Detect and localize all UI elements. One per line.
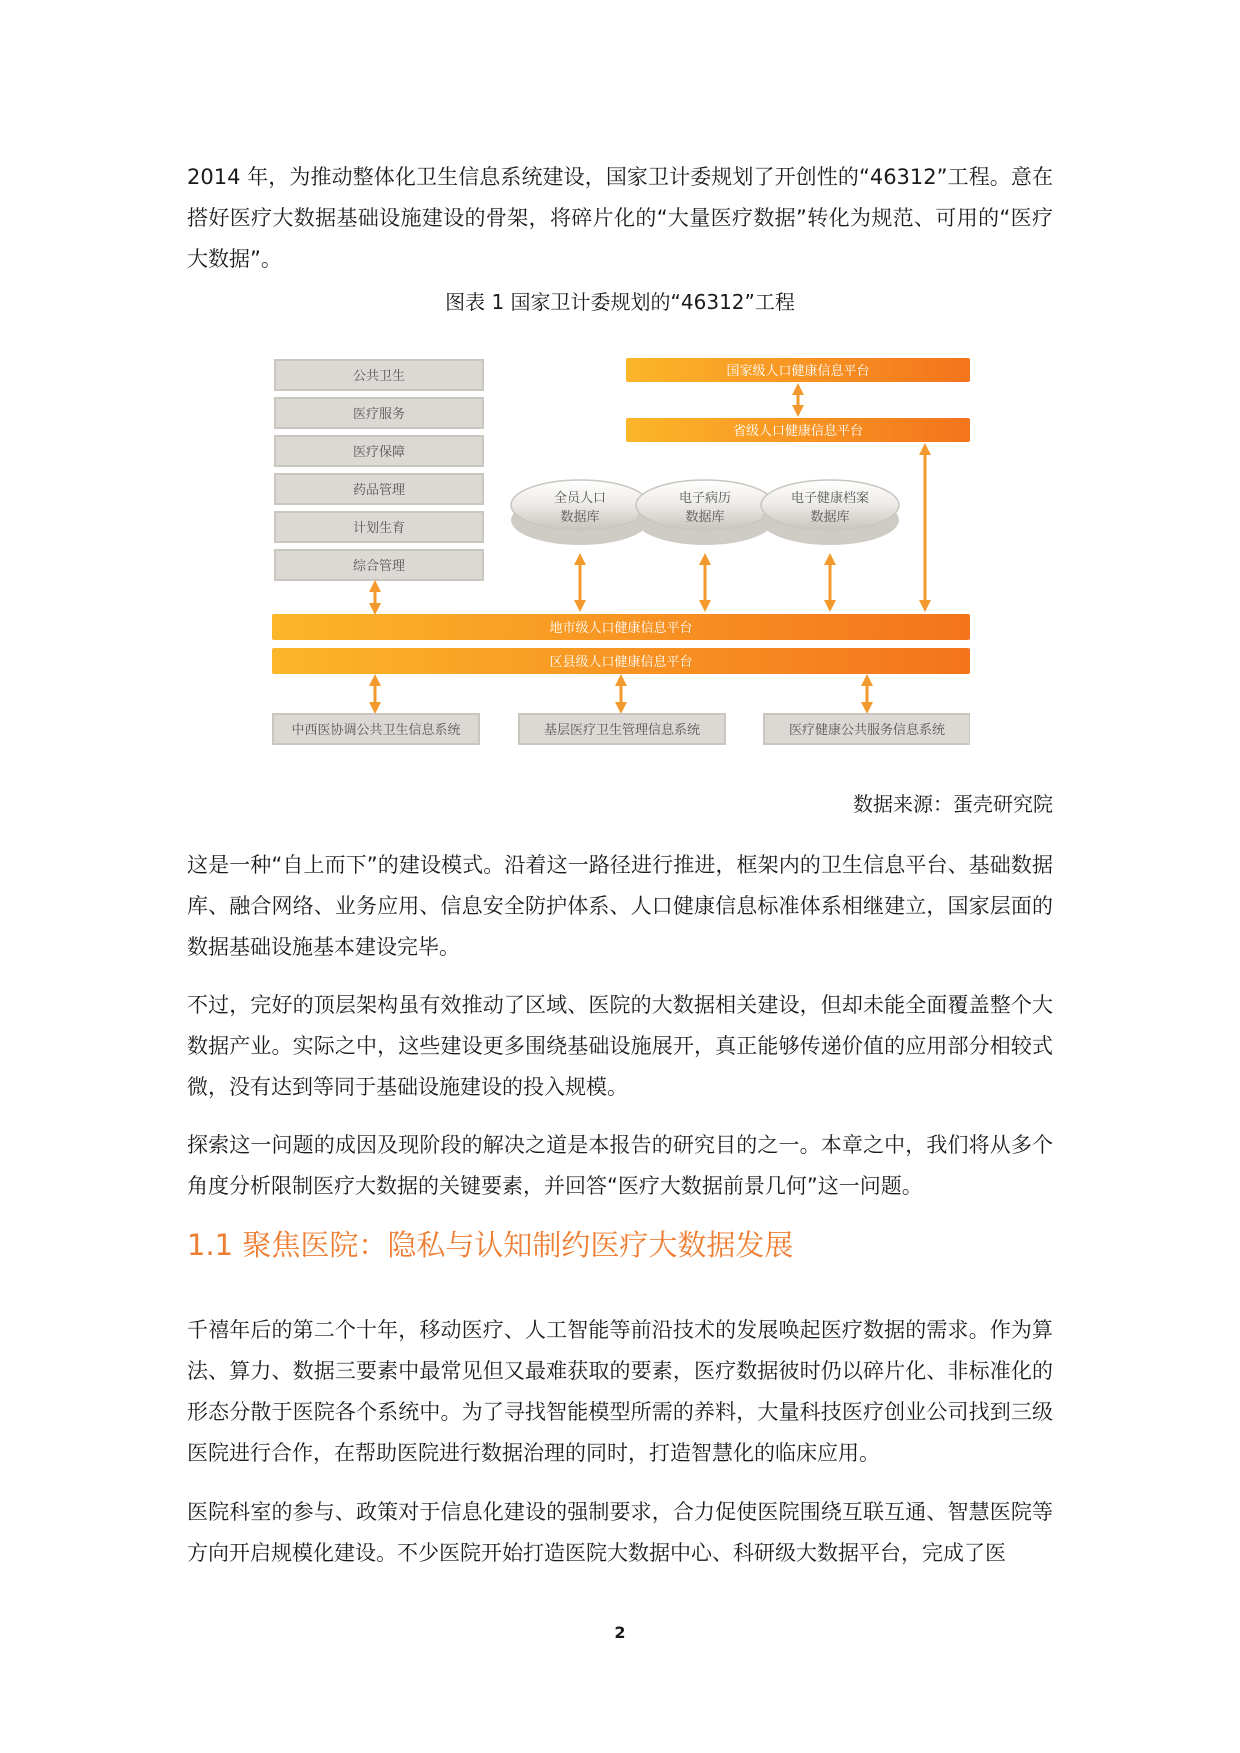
county-platform-bar [272, 648, 970, 674]
database-label-line2: 数据库 [810, 510, 850, 525]
business-app-label: 医疗服务 [352, 407, 406, 422]
business-app-list [275, 360, 483, 580]
business-app-box [275, 474, 483, 504]
business-app-box [275, 512, 483, 542]
system-label: 医疗健康公共服务信息系统 [788, 723, 946, 738]
body-paragraph: 这是一种“自上而下”的建设模式。沿着这一路径进行推进，框架内的卫生信息平台、基础数据库、融合网络、业务应用、信息安全防护体系、人口健康信息标准体系相继建立，国家层面的数据基础设施基本建设完毕。 [187, 853, 1053, 959]
provincial-platform-bar [626, 418, 970, 442]
database-label-line1: 电子病历 [678, 491, 732, 506]
provincial-platform-label: 省级人口健康信息平台 [732, 424, 864, 439]
system-box [519, 714, 725, 744]
business-app-label: 公共卫生 [352, 369, 406, 384]
system-box [273, 714, 479, 744]
business-app-label: 计划生育 [352, 521, 406, 536]
figure-caption: 图表 1 国家卫计委规划的“46312”工程 [445, 290, 795, 314]
database-label-line2: 数据库 [685, 510, 725, 525]
database-cylinder [761, 480, 899, 545]
figure-source: 数据来源：蛋壳研究院 [853, 792, 1053, 816]
business-app-label: 药品管理 [352, 483, 406, 498]
body-paragraph: 医院科室的参与、政策对于信息化建设的强制要求，合力促使医院围绕互联互通、智慧医院等方向开启规模化建设。不少医院开始打造医院大数据中心、科研级大数据平台，完成了医 [187, 1500, 1053, 1565]
city-platform-label: 地市级人口健康信息平台 [549, 621, 693, 636]
system-label: 基层医疗卫生管理信息系统 [543, 723, 701, 738]
body-paragraph: 不过，完好的顶层架构虽有效推动了区域、医院的大数据相关建设，但却未能全面覆盖整个大数据产业。实际之中，这些建设更多围绕基础设施展开，真正能够传递价值的应用部分相较式微，没有达到等同于基础设施建设的投入规模。 [187, 993, 1053, 1099]
national-platform-bar [626, 358, 970, 382]
business-app-box [275, 360, 483, 390]
database-label-line1: 电子健康档案 [790, 491, 870, 506]
body-paragraph: 千禧年后的第二个十年，移动医疗、人工智能等前沿技术的发展唤起医疗数据的需求。作为算法、算力、数据三要素中最常见但又最难获取的要素，医疗数据彼时仍以碎片化、非标准化的形态分散于医院各个系统中。为了寻找智能模型所需的养料，大量科技医疗创业公司找到三级医院进行合作，在帮助医院进行数据治理的同时，打造智慧化的临床应用。 [187, 1318, 1053, 1465]
national-platform-label: 国家级人口健康信息平台 [726, 364, 870, 379]
section-heading: 1.1 聚焦医院：隐私与认知制约医疗大数据发展 [187, 1228, 794, 1262]
business-app-label: 综合管理 [352, 559, 406, 574]
46312-diagram [270, 352, 970, 747]
database-cylinder [511, 480, 649, 545]
system-label: 中西医协调公共卫生信息系统 [291, 723, 461, 738]
business-app-label: 医疗保障 [352, 445, 406, 460]
county-platform-label: 区县级人口健康信息平台 [549, 655, 693, 670]
system-box [764, 714, 970, 744]
business-app-box [275, 436, 483, 466]
database-label-line1: 全员人口 [553, 491, 607, 506]
business-app-box [275, 550, 483, 580]
intro-paragraph: 2014 年，为推动整体化卫生信息系统建设，国家卫计委规划了开创性的“46312”工程。意在搭好医疗大数据基础设施建设的骨架，将碎片化的“大量医疗数据”转化为规范、可用的“医疗大数据”。 [187, 165, 1053, 271]
business-app-box [275, 398, 483, 428]
database-cylinder [636, 480, 774, 545]
page-number: 2 [614, 1623, 626, 1642]
body-paragraph: 探索这一问题的成因及现阶段的解决之道是本报告的研究目的之一。本章之中，我们将从多个角度分析限制医疗大数据的关键要素，并回答“医疗大数据前景几何”这一问题。 [187, 1133, 1053, 1198]
city-platform-bar [272, 614, 970, 640]
database-label-line2: 数据库 [560, 510, 600, 525]
